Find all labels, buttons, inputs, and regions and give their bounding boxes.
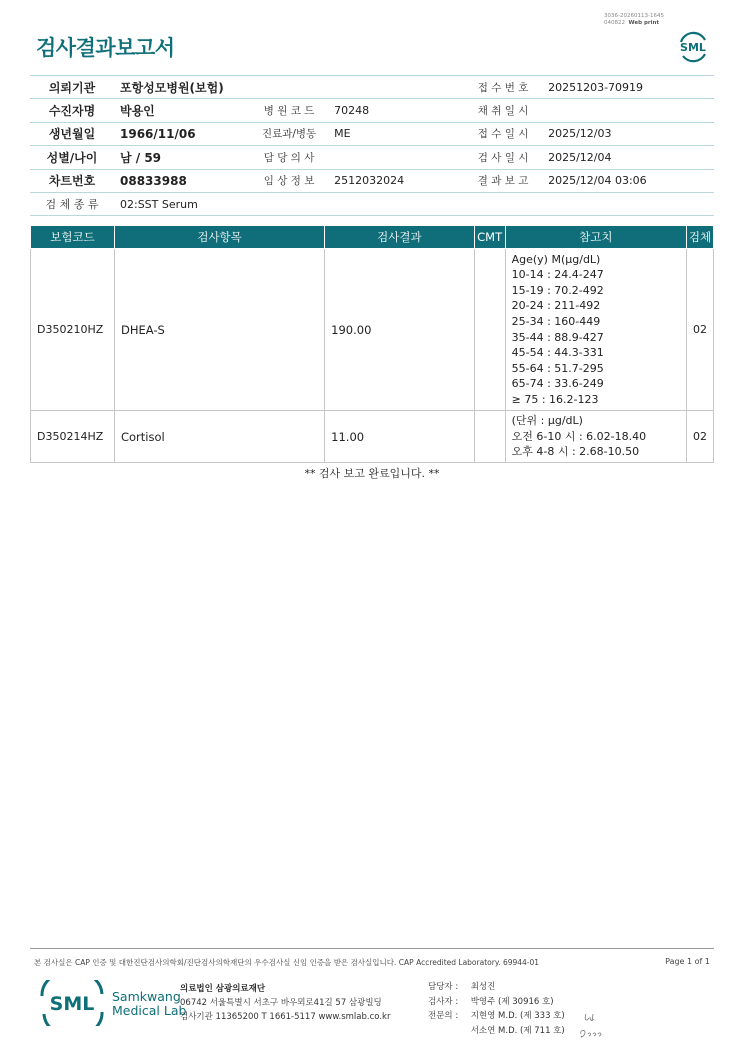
test-item: Cortisol — [114, 411, 324, 463]
reference-line: ≥ 75 : 16.2-123 — [511, 392, 599, 406]
specialist-name-1: 지현영 M.D. (제 333 호) — [470, 1011, 565, 1022]
clinical-label: 임 상 정 보 — [250, 169, 328, 192]
patient-info-table — [30, 75, 714, 216]
info-row — [30, 192, 714, 215]
col-header-specimen: 검체 — [686, 226, 713, 249]
doctor-value — [328, 146, 464, 169]
tester-name: 박영주 (제 30916 호) — [470, 996, 554, 1007]
manager-name: 최성진 — [470, 982, 496, 992]
results-header-row — [31, 226, 714, 249]
cmt — [474, 249, 505, 411]
sml-logo-text: SML — [680, 41, 706, 54]
brand-name — [112, 990, 186, 1018]
patient-value: 박용인 — [114, 99, 250, 122]
receipt-no-label: 접 수 번 호 — [464, 76, 542, 99]
specimen-value: 02:SST Serum — [114, 192, 714, 215]
test-item: DHEA-S — [114, 249, 324, 411]
document-id-line1: 3036-20260113-1645 — [604, 13, 664, 19]
requester-label: 의뢰기관 — [30, 76, 114, 99]
page-number: Page 1 of 1 — [665, 957, 710, 966]
test-date-value: 2025/12/04 — [542, 146, 714, 169]
reference-line: 20-24 : 211-492 — [511, 299, 601, 313]
dob-value: 1966/11/06 — [114, 122, 250, 145]
reference-line: 45-54 : 44.3-331 — [511, 346, 604, 360]
test-date-label: 검 사 일 시 — [464, 146, 542, 169]
info-row — [30, 146, 714, 169]
chart-no-label: 차트번호 — [30, 169, 114, 192]
info-row — [30, 169, 714, 192]
test-result: 11.00 — [325, 411, 474, 463]
document-id-line2: 040822 — [604, 20, 625, 26]
receipt-no-value: 20251203-70919 — [542, 76, 714, 99]
org-contact: 검사기관 11365200 T 1661-5117 www.smlab.co.kr — [180, 1012, 391, 1022]
info-row — [30, 122, 714, 145]
report-date-value: 2025/12/04 03:06 — [542, 169, 714, 192]
test-result: 190.00 — [325, 249, 474, 411]
org-name: 의료법인 삼광의료재단 — [180, 984, 266, 994]
col-header-item: 검사항목 — [114, 226, 324, 249]
reference-line: 15-19 : 70.2-492 — [511, 283, 604, 297]
reference-line: 오전 6-10 시 : 6.02-18.40 — [511, 429, 647, 443]
insurance-code: D350210HZ — [31, 249, 115, 411]
document-id — [604, 13, 664, 27]
insurance-code: D350214HZ — [31, 411, 115, 463]
signature-icon — [578, 1008, 614, 1042]
brand-line1: Samkwang — [112, 989, 181, 1004]
report-title: 검사결과보고서 — [36, 36, 175, 60]
dept-label: 진료과/병동 — [250, 122, 328, 145]
specialist-name-2: 서소연 M.D. (제 711 호) — [470, 1025, 565, 1036]
receipt-date-value: 2025/12/03 — [542, 122, 714, 145]
info-row — [30, 76, 714, 99]
footer-divider — [30, 948, 714, 949]
specimen-code: 02 — [686, 249, 713, 411]
manager-label: 담당자 : — [428, 982, 459, 992]
specimen-code: 02 — [686, 411, 713, 463]
col-header-reference: 참고치 — [505, 226, 686, 249]
info-row — [30, 99, 714, 122]
staff-info — [428, 980, 565, 1038]
col-header-cmt: CMT — [474, 226, 505, 249]
specialist-label: 전문의 : — [428, 1011, 459, 1022]
table-row — [31, 411, 714, 463]
requester-value: 포항성모병원(보험) — [114, 76, 464, 99]
organization-info — [180, 982, 390, 1024]
reference-line: Age(y) M(µg/dL) — [511, 252, 601, 266]
org-address: 06742 서울특별시 서초구 바우뫼로41길 57 삼광빌딩 — [180, 998, 382, 1008]
reference-line: 35-44 : 88.9-427 — [511, 330, 604, 344]
reference-line: 오후 4-8 시 : 2.68-10.50 — [511, 445, 640, 459]
reference-line: (단위 : µg/dL) — [511, 414, 583, 428]
specimen-label: 검 체 종 류 — [30, 192, 114, 215]
dept-value: ME — [328, 122, 464, 145]
col-header-result: 검사결과 — [325, 226, 474, 249]
completion-note: ** 검사 보고 완료입니다. ** — [304, 467, 440, 480]
collect-date-value — [542, 99, 714, 122]
print-mode: Web print — [628, 20, 660, 26]
hospital-code-label: 병 원 코 드 — [250, 99, 328, 122]
results-table — [30, 225, 714, 463]
receipt-date-label: 접 수 일 시 — [464, 122, 542, 145]
table-row — [31, 249, 714, 411]
hospital-code-value: 70248 — [328, 99, 464, 122]
footer-logo-text: SML — [49, 993, 95, 1015]
samkwang-logo-icon — [36, 980, 108, 1026]
col-header-code: 보험코드 — [31, 226, 115, 249]
brand-line2: Medical Lab — [112, 1003, 187, 1018]
chart-no-value: 08833988 — [114, 169, 250, 192]
reference-line: 25-34 : 160-449 — [511, 314, 601, 328]
reference-range — [505, 249, 686, 411]
collect-date-label: 채 취 일 시 — [464, 99, 542, 122]
reference-line: 55-64 : 51.7-295 — [511, 361, 604, 375]
sex-age-label: 성별/나이 — [30, 146, 114, 169]
reference-line: 10-14 : 24.4-247 — [511, 268, 604, 282]
dob-label: 생년월일 — [30, 122, 114, 145]
reference-line: 65-74 : 33.6-249 — [511, 377, 604, 391]
report-date-label: 결 과 보 고 — [464, 169, 542, 192]
certification-text: 본 검사실은 CAP 인증 및 대한진단검사의학회/진단검사의학재단의 우수검사실 신임 인증을 받은 검사실입니다. CAP Accredited Laboratory. 69944-01 — [34, 958, 540, 967]
sml-logo-icon — [675, 28, 711, 64]
tester-label: 검사자 : — [428, 996, 459, 1007]
cmt — [474, 411, 505, 463]
patient-label: 수진자명 — [30, 99, 114, 122]
sex-age-value: 남 / 59 — [114, 146, 250, 169]
doctor-label: 담 당 의 사 — [250, 146, 328, 169]
reference-range — [505, 411, 686, 463]
clinical-value: 2512032024 — [328, 169, 464, 192]
